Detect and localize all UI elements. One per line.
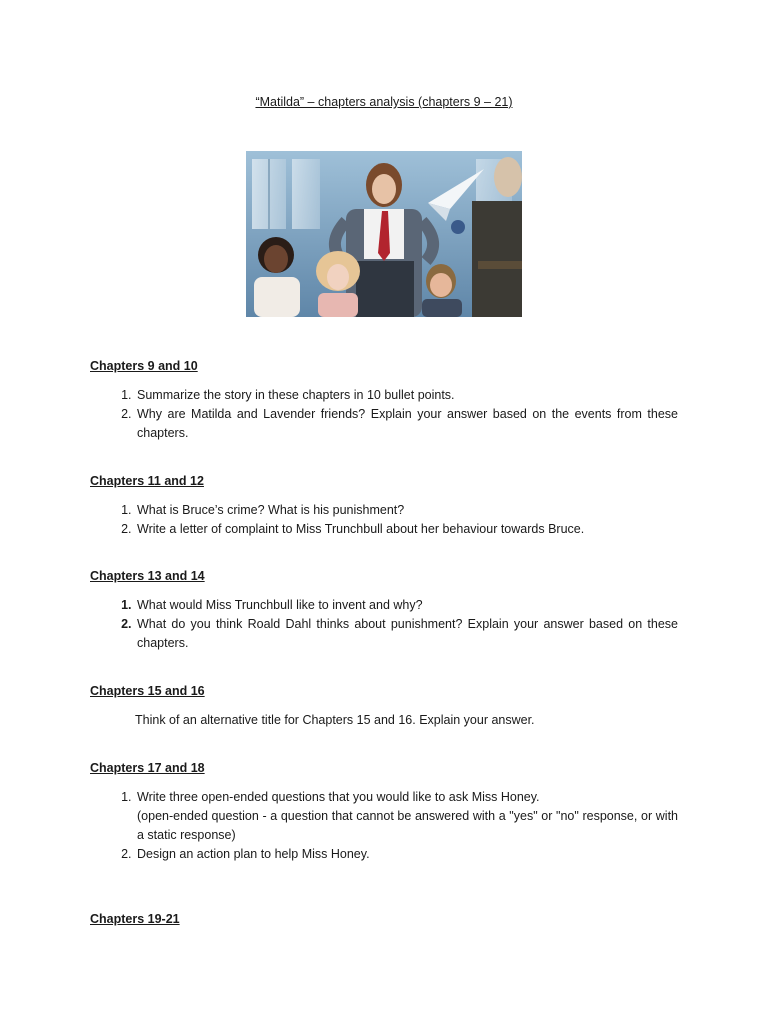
section-chapters-19-21: [90, 910, 678, 929]
list-item: 1. What is Bruce’s crime? What is his punishment?: [135, 501, 678, 520]
list-item: 2. Write a letter of complaint to Miss Trunchbull about her behaviour towards Bruce.: [135, 520, 678, 539]
list-item: 1. What would Miss Trunchbull like to invent and why?: [135, 596, 678, 615]
list-item-text: Write three open-ended questions that you would like to ask Miss Honey.: [137, 790, 540, 804]
section-chapters-9-10: [90, 357, 678, 443]
section-chapters-15-16: [90, 682, 678, 730]
matilda-cover-image: [246, 151, 522, 317]
section-chapters-11-12: [90, 472, 678, 539]
section-heading: Chapters 19-21: [90, 912, 180, 926]
section-chapters-13-14: [90, 567, 678, 653]
list-item: 2. What do you think Roald Dahl thinks about punishment? Explain your answer based on these chapters.: [135, 615, 678, 653]
section-heading: Chapters 11 and 12: [90, 474, 204, 488]
definition-note: (open-ended question - a question that cannot be answered with a "yes" or "no" response, or with a static response): [137, 809, 678, 842]
section-chapters-17-18: [90, 759, 678, 864]
document-title: “Matilda” – chapters analysis (chapters 9 – 21): [255, 95, 513, 109]
section-heading: Chapters 13 and 14: [90, 569, 205, 583]
question-list: [90, 596, 678, 653]
list-item: [135, 788, 678, 845]
list-item: 1. Summarize the story in these chapters in 10 bullet points.: [135, 386, 678, 405]
list-item: 2. Why are Matilda and Lavender friends? Explain your answer based on the events from these chapters.: [135, 405, 678, 443]
section-heading: Chapters 17 and 18: [90, 761, 205, 775]
section-heading: Chapters 15 and 16: [90, 684, 205, 698]
section-heading: Chapters 9 and 10: [90, 359, 198, 373]
question-list: [90, 386, 678, 443]
task-text: Think of an alternative title for Chapters 15 and 16. Explain your answer.: [135, 713, 535, 727]
question-list: [90, 501, 678, 539]
list-item: 2. Design an action plan to help Miss Honey.: [135, 845, 678, 864]
question-list: [90, 788, 678, 864]
